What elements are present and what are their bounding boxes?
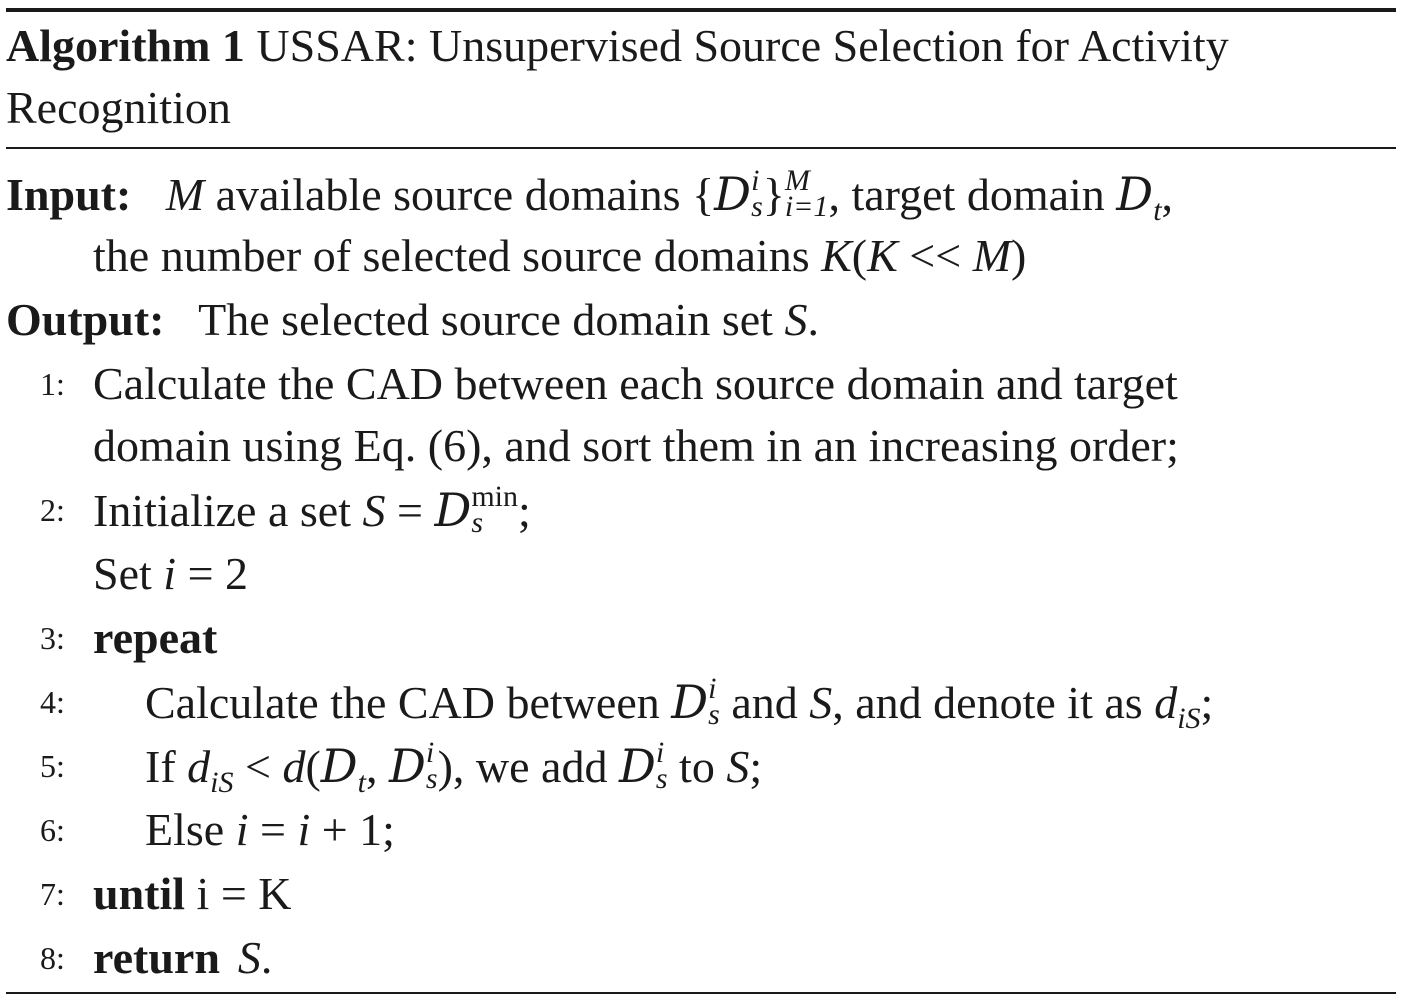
input-domain-scripts: [751, 164, 763, 223]
step-4-mid: and: [719, 677, 810, 728]
step-6-i2: i: [297, 804, 311, 855]
algorithm-label: Algorithm 1: [6, 20, 245, 71]
step-7-line: [93, 866, 292, 922]
input-K2: K: [867, 230, 898, 281]
set-range-scripts: [784, 164, 829, 223]
step-1-line1: Calculate the CAD between each source domain and target: [93, 358, 1178, 409]
step-6-i: i: [235, 804, 249, 855]
step-5-end: ;: [749, 741, 763, 792]
step-6-text: Else: [145, 804, 236, 855]
step-2-number: 2:: [40, 492, 65, 528]
step-5-dsub: iS: [210, 766, 234, 800]
input-paren-close: ): [1011, 230, 1027, 281]
step-5-S: S: [726, 741, 750, 792]
input-label: Input:: [6, 169, 132, 220]
step-5-sub: s: [425, 762, 438, 795]
step-7-number: 7:: [40, 876, 65, 912]
step-2-domain-symbol: D: [434, 483, 472, 537]
step-4-end: ;: [1200, 677, 1214, 728]
step-5-add-sub: s: [655, 762, 668, 795]
step-7-keyword: until: [93, 868, 186, 919]
step-2-eq: =: [385, 485, 435, 536]
step-5-target-symbol: D: [320, 739, 358, 793]
algorithm-title-line1: USSAR: Unsupervised Source Selection for Activity: [256, 20, 1229, 71]
algorithm-title-line2: Recognition: [6, 82, 231, 133]
output-text: The selected source domain set: [198, 294, 785, 345]
step-4-S: S: [809, 677, 833, 728]
input-comma: ,: [1161, 169, 1174, 220]
algorithm-caption: [6, 18, 1229, 74]
step-5-source-symbol: D: [389, 739, 426, 793]
step-4-number: 4:: [40, 684, 65, 720]
step-5-add-symbol: D: [618, 739, 656, 793]
step-4-mid2: , and denote it as: [832, 677, 1155, 728]
input-K1: K: [821, 230, 852, 281]
input-text1: available source domains: [204, 169, 693, 220]
set-close: }: [762, 169, 785, 220]
input-ll: <<: [897, 230, 973, 281]
top-rule: [6, 8, 1396, 12]
input-M2: M: [972, 230, 1012, 281]
step-5-line: [145, 736, 763, 800]
step-8-end: .: [260, 932, 273, 983]
step-5-d: d: [187, 741, 211, 792]
step-2-i: i: [163, 548, 177, 599]
step-4-domain-symbol: D: [671, 675, 709, 729]
step-5-open: (: [305, 741, 321, 792]
step-5-scripts: [425, 736, 438, 795]
step-7-rest: i = K: [185, 868, 292, 919]
step-4-line: [145, 672, 1214, 736]
input-domain-symbol: D: [714, 167, 752, 221]
step-2-extra-rest: = 2: [176, 548, 249, 599]
step-5-text: If: [145, 741, 188, 792]
step-2-scripts: [471, 480, 519, 539]
target-domain-symbol: D: [1116, 167, 1154, 221]
step-2-text: Initialize a set: [93, 485, 363, 536]
step-8-keyword: return: [93, 932, 220, 983]
step-4-sub: s: [708, 698, 720, 731]
step-5-close: ): [437, 741, 453, 792]
step-5-sup: i: [425, 736, 435, 769]
input-domain-sup: i: [751, 164, 760, 197]
input-line2-text: the number of selected source domains: [93, 230, 822, 281]
step-2-extra-line: [93, 546, 248, 602]
step-8-S: S: [237, 932, 261, 983]
step-4-d: d: [1154, 677, 1178, 728]
step-6-rest: + 1;: [310, 804, 395, 855]
step-4-scripts: [708, 672, 720, 731]
step-2-end: ;: [518, 485, 531, 536]
step-2-line: [93, 482, 531, 539]
step-2-extra-text: Set: [93, 548, 164, 599]
step-6-line: [145, 802, 395, 858]
step-5-sep: ,: [366, 741, 389, 792]
input-line2: [93, 228, 1026, 284]
step-4-dsub: iS: [1177, 702, 1201, 736]
output-label: Output:: [6, 294, 165, 345]
step-5-mid: , we add: [452, 741, 619, 792]
step-6-eq: =: [248, 804, 298, 855]
step-2-S: S: [362, 485, 386, 536]
output-S: S: [784, 294, 808, 345]
input-symbol-M: M: [165, 169, 205, 220]
step-4-text: Calculate the CAD between: [145, 677, 672, 728]
set-range-sup: M: [784, 164, 810, 197]
step-3-number: 3:: [40, 620, 65, 656]
output-line: [6, 292, 819, 348]
step-8-number: 8:: [40, 940, 65, 976]
input-paren: (: [851, 230, 868, 281]
step-5-sub-t: t: [357, 766, 366, 800]
target-domain-sub: t: [1153, 194, 1162, 228]
set-range-sub: i=1: [784, 190, 829, 223]
step-2-sub: s: [471, 506, 484, 539]
step-4-sup: i: [708, 672, 717, 705]
step-5-number: 5:: [40, 748, 65, 784]
step-5-d2: d: [282, 741, 306, 792]
input-line: [6, 164, 1174, 228]
set-open: {: [692, 169, 715, 220]
caption-rule: [6, 147, 1396, 149]
input-domain-sub: s: [751, 190, 763, 223]
step-8-line: [93, 930, 272, 986]
step-5-add-sup: i: [655, 736, 665, 769]
step-3-keyword: repeat: [93, 612, 218, 663]
step-1-number: 1:: [40, 366, 65, 402]
bottom-rule: [6, 992, 1396, 994]
step-2-sup: min: [471, 480, 519, 513]
step-1-line2: domain using Eq. (6), and sort them in an increasing order;: [93, 420, 1179, 471]
step-5-to: to: [667, 741, 727, 792]
step-5-add-scripts: [655, 736, 668, 795]
output-end: .: [807, 294, 819, 345]
input-text2: , target domain: [828, 169, 1117, 220]
step-5-lt: <: [233, 741, 283, 792]
step-6-number: 6:: [40, 812, 65, 848]
